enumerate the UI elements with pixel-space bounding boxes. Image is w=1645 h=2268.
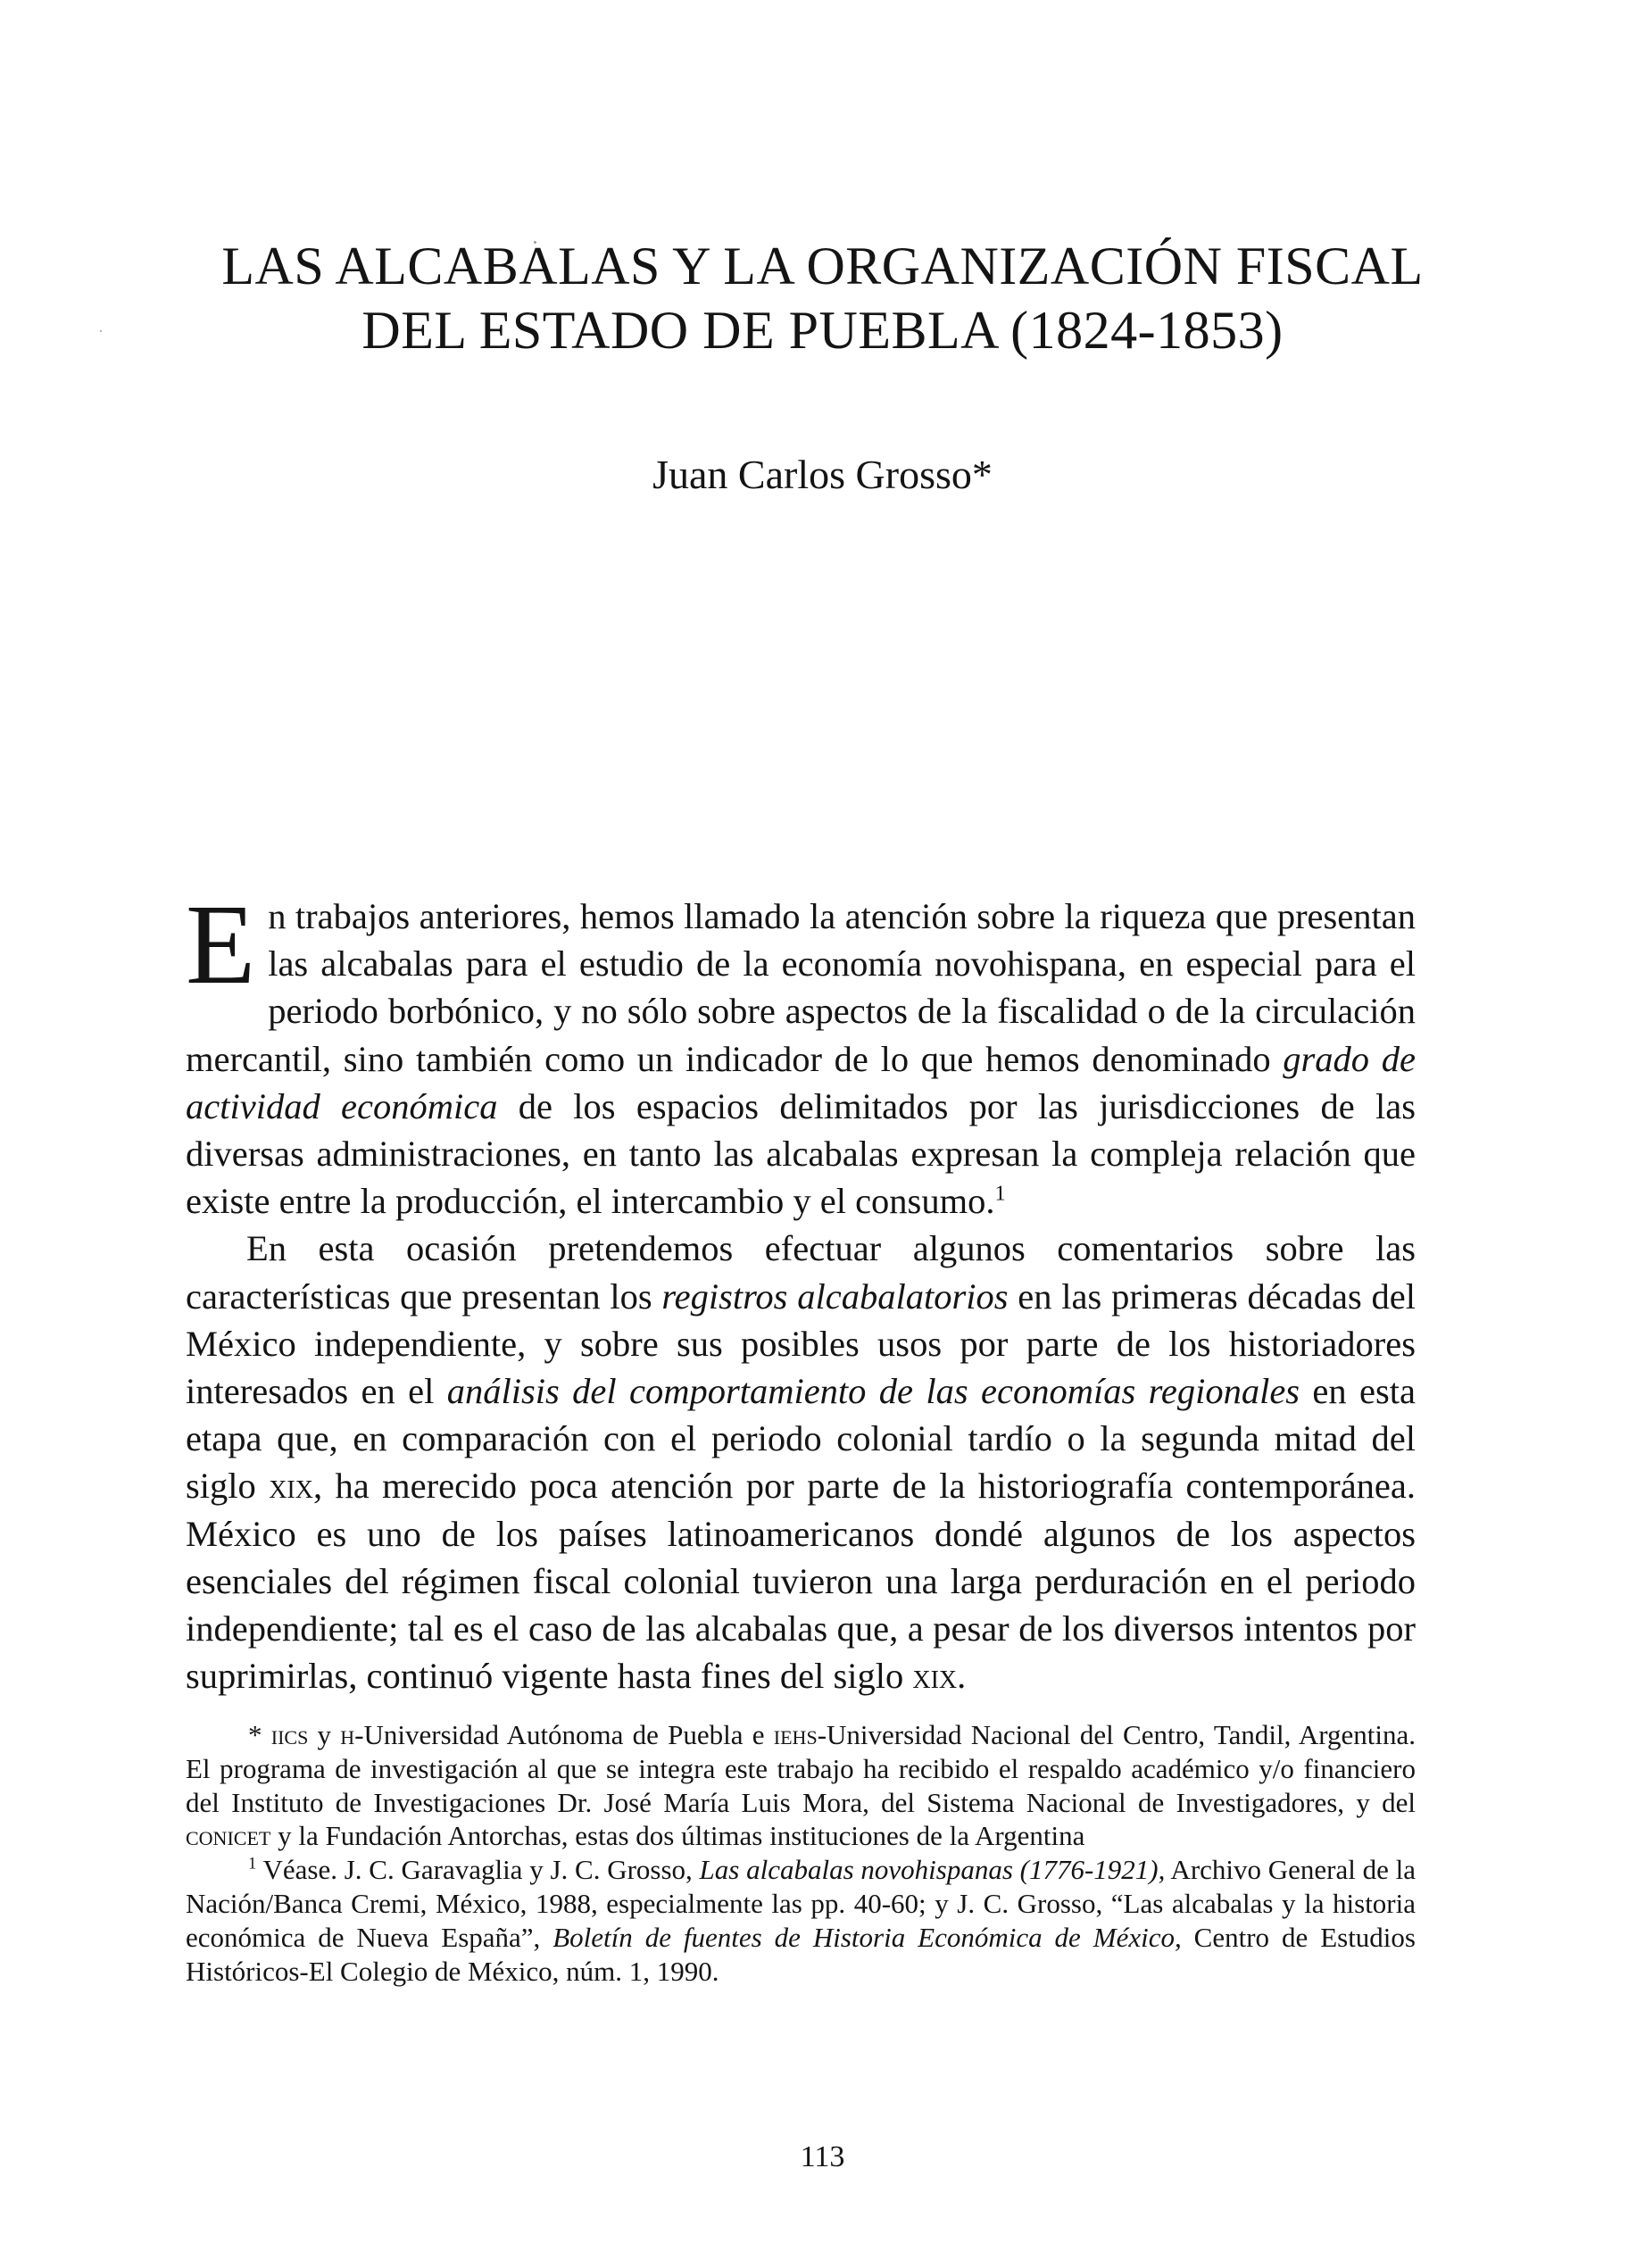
paragraph-2-text: . [957, 1656, 967, 1697]
emphasis-registros: registros alcabalatorios [661, 1275, 1009, 1317]
paragraph-1 [186, 881, 1416, 1225]
roman-numeral: xix [269, 1466, 313, 1507]
paragraph-2 [186, 1225, 1416, 1699]
abbreviation: iics [270, 1719, 309, 1750]
footnote-text: Véase. J. C. Garavaglia y J. C. Grosso, [256, 1854, 700, 1886]
paragraph-1-text: de los espacios delimitados por las jurisdicciones de las diversas administraciones, en tanto las alcabalas expresan la compleja relación que existe entre la producción, el intercambio y el consumo. [186, 1085, 1416, 1222]
footnote-star [186, 1718, 1416, 1853]
footnote-text: -Universidad Autónoma de Puebla e [354, 1719, 774, 1750]
footnote-marker: * [248, 1719, 271, 1750]
footnote-text: -Universidad Nacional del Centro, Tandil, Argentina. El programa de investigación al que se integra este trabajo ha recibido el respaldo académico y/o financiero del Instituto de Investigaciones Dr. José María Luis Mora, del Sistema Nacional de Investigadores, y del [186, 1719, 1417, 1818]
paragraph-1-text: n trabajos anteriores, hemos llamado la atención sobre la riqueza que presentan las alcabalas para el estudio de la economía novohispana, en especial para el periodo borbónico, y no sólo sobre aspectos de la fiscalidad o de la circulación mercantil, sino también como un indicador de lo que hemos denominado [186, 896, 1416, 1079]
footnote-ref-1[interactable]: 1 [994, 1181, 1006, 1206]
abbreviation: iehs [773, 1719, 818, 1750]
paragraph-2-text: en las primeras décadas del México independiente, y sobre sus posibles usos por parte de los historiadores interesados en el [186, 1275, 1416, 1412]
author-name: Juan Carlos Grosso* [652, 452, 993, 497]
citation-title: Las alcabalas novohispanas (1776-1921), [699, 1854, 1166, 1886]
footnote-text: Centro de Estudios Históricos-El Colegio de México, núm. 1, 1990. [186, 1921, 1416, 1987]
footnote-text: y [308, 1719, 341, 1750]
footnotes [186, 1718, 1416, 1988]
abbreviation: h [340, 1719, 355, 1750]
footnote-marker: 1 [248, 1854, 257, 1873]
emphasis-analisis: análisis del comportamiento de las economías regionales [446, 1371, 1300, 1412]
abbreviation: conicet [186, 1820, 271, 1852]
citation-title: Boletín de fuentes de Historia Económica de México, [552, 1921, 1182, 1953]
title-line-2: DEL ESTADO DE PUEBLA (1824-1853) [361, 301, 1284, 360]
article-body [186, 881, 1416, 1699]
footnote-text: Archivo General de la Nación/Banca Cremi, México, 1988, especialmente las pp. 40-60; y J. C. Grosso, “Las alcabalas y la historia económica de Nueva España”, [186, 1854, 1417, 1953]
paragraph-2-text: en esta etapa que, en comparación con el periodo colonial tardío o la segunda mitad del siglo [186, 1371, 1416, 1507]
paragraph-2-text: , ha merecido poca atención por parte de la historiografía contemporánea. México es uno de los países latinoamericanos dondé algunos de los aspectos esenciales del régimen fiscal colonial tuvieron una larga perduración en el periodo independiente; tal es el caso de las alcabalas que, a pesar de los diversos intentos por suprimirlas, continuó vigente hasta fines del siglo [186, 1466, 1416, 1697]
footnote-1 [186, 1853, 1416, 1988]
paragraph-2-text: En esta ocasión pretendemos efectuar algunos comentarios sobre las características que presentan los [186, 1228, 1416, 1317]
roman-numeral: xix [912, 1656, 958, 1697]
title-line-1: LAS ALCABALAS Y LA ORGANIZACIÓN FISCAL [221, 237, 1424, 295]
footnote-text: y la Fundación Antorchas, estas dos últimas instituciones de la Argentina [270, 1820, 1085, 1852]
page-number: 113 [800, 2140, 845, 2173]
drop-cap: E [186, 881, 256, 1008]
emphasis-grado-actividad: grado de actividad económica [186, 1038, 1416, 1126]
scan-speck [100, 330, 102, 332]
article-title [179, 234, 1466, 362]
